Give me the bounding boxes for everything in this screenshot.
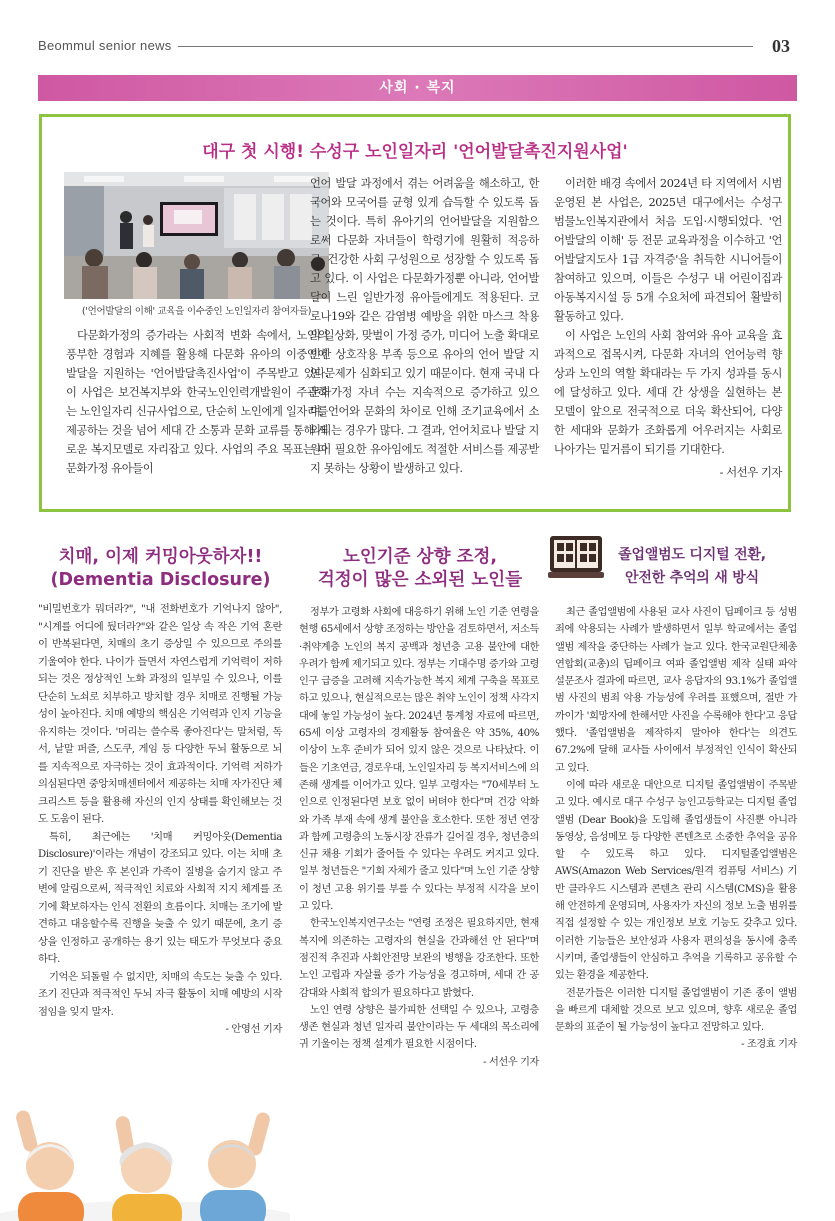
dementia-title-line1: 치매, 이제 커밍아웃하자!! <box>58 547 263 567</box>
byline: - 안영선 기자 <box>225 1023 282 1035</box>
byline: - 서선우 기자 <box>483 1056 539 1068</box>
paragraph: 다문화가정의 증가라는 사회적 변화 속에서, 노인의 풍부한 경험과 지혜를 활용해 다문화 유아의 이중언어 발달을 지원하는 '언어발달촉진사업'이 주목받고 있다. 이 사업은 보건복지부와 한국노인인력개발원이 주관하는 노인일자리 신규사업으로, 단순히 노인에게 일자리를 제공하는 것을 넘어 세대 간 소통과 문화 교류를 통해 새로운 복지모델로 자리잡고 있다. 사업의 주요 목표는 다문화가정 유아들이 <box>66 329 328 475</box>
masthead: Beommul senior news <box>38 38 172 53</box>
paragraph: 최근 졸업앨범에 사용된 교사 사진이 딥페이크 등 성범죄에 악용되는 사례가 발생하면서 일부 학교에서는 졸업앨범 제작을 중단하는 사례가 늘고 있다. 한국교원단체총연합회(교총)의 딥페이크 여파 졸업앨범 제작 실태 파악 설문조사 결과에 따르면, 교사 응답자의 93.1%가 졸업앨범 사진의 범죄 악용 가능성에 우려를 표했으며, 절반 가까이가 '희망자에 한해서만 사진을 수록해야 한다'고 응답했다. '졸업앨범을 제작하지 말아야 한다'는 의견도 67.2%에 달해 교사들 사이에서 부정적인 인식이 확산되고 있다. <box>555 607 797 774</box>
album-title-line1: 졸업앨범도 디지털 전환, <box>618 547 766 563</box>
header-rule <box>178 46 753 47</box>
paragraph: 정부가 고령화 사회에 대응하기 위해 노인 기준 연령을 현행 65세에서 상향 조정하는 방안을 검토하면서, 저소득·취약계층 노인의 복지 공백과 청년층 고용 불안에 대한 우려가 함께 제기되고 있다. 정부는 기대수명 증가와 고령인구 급증을 고려해 지속가능한 복지 체계 구축을 목표로 하고 있으나, 현실적으로는 많은 취약 노인이 정책 사각지대에 놓일 가능성이 높다. 2024년 통계청 자료에 따르면, 65세 이상 고령자의 경제활동 참여율은 약 35%, 40% 이상이 노후 준비가 되어 있지 않은 것으로 나타났다. 이들은 기초연금, 경로우대, 노인일자리 등 복지서비스에 의존해 생계를 이어가고 있다. 일부 고령자는 "70세부터 노인으로 인정된다면 보호 없이 버텨야 한다"며 건강 악화와 가족 부재 속에 생계 불안을 호소한다. 또한 정년 연장과 함께 고령층의 노동시장 잔류가 길어질 경우, 청년층의 신규 채용 기회가 줄어들 수 있다는 우려도 커지고 있다. 일부 청년들은 "기회 자체가 줄고 있다"며 노인 기준 상향이 청년 고용 위기를 부를 수 있다는 부정적 시각을 보이고 있다. <box>299 607 539 913</box>
paragraph: 이에 따라 새로운 대안으로 디지털 졸업앨범이 주목받고 있다. 예시로 대구 수성구 능인고등학교는 디지털 졸업앨범 (Dear Book)을 도입해 졸업생들이 사진뿐 아니라 동영상, 음성메모 등 다양한 콘텐츠로 소중한 추억을 공유할 수 있도록 하고 있다. 디지털졸업앨범은 AWS(Amazon Web Services/원격 컴퓨팅 서비스) 기반 클라우드 시스템과 콘텐츠 관리 시스템(CMS)을 활용해 안전하게 운영되며, 사용자가 자신의 정보 노출 범위를 직접 설정할 수 있는 개인정보 보호 기능도 갖추고 있다. 이러한 기능들은 보안성과 사용자 편의성을 동시에 충족시키며, 졸업생들이 안심하고 추억을 기록하고 공유할 수 있는 환경을 제공한다. <box>555 779 797 982</box>
seniors-cheering-illustration <box>0 1102 290 1221</box>
byline: - 조경효 기자 <box>741 1039 797 1051</box>
paragraph: 이러한 배경 속에서 2024년 타 지역에서 시범 운영된 본 사업은, 2025년 대구에서는 수성구 범물노인복지관에서 처음 도입·시행되었다. '언어발달의 이해' 등 전문 교육과정을 이수하고 '언어발달지도사 1급 자격증'을 취득한 시니어들이 참여하고 있으며, 이들은 수성구 내 어린이집과 아동복지시설 등 5개 수요처에 파견되어 활발히 활동하고 있다. <box>554 177 782 323</box>
album-title-line2: 안전한 추억의 새 방식 <box>625 570 759 586</box>
byline: - 서선우 기자 <box>719 466 782 479</box>
paragraph: 특히, 최근에는 '치매 커밍아웃(Dementia Disclosure)'이라는 개념이 강조되고 있다. 이는 치매 초기 진단을 받은 후 본인과 가족이 질병을 숨기지 않고 주변에 알림으로써, 적극적인 치료와 사회적 지지 체계를 조기에 확보하자는 인식 전환의 흐름이다. 치매는 조기에 발견하고 대응할수록 진행을 늦출 수 있기 때문에, 초기 증상을 인정하고 공개하는 용기 있는 태도가 무엇보다 중요하다. <box>38 830 282 965</box>
album-body <box>555 604 797 1054</box>
classroom-photo-illustration <box>64 172 329 299</box>
feature-title: 대구 첫 시행! 수성구 노인일자리 '언어발달촉진지원사업' <box>202 142 628 162</box>
senior-age-title-line2: 걱정이 많은 소외된 노인들 <box>317 570 523 590</box>
senior-age-body <box>299 604 539 1071</box>
feature-article <box>39 114 791 512</box>
page-number: 03 <box>772 36 790 56</box>
paragraph: 한국노인복지연구소는 "연령 조정은 필요하지만, 현재 복지에 의존하는 고령자의 현실을 간과해선 안 된다"며 점진적 추진과 사회안전망 보완의 병행을 강조한다. 또한 노인 고립과 자살률 증가 가능성을 경고하며, 세대 간 공감대와 사회적 합의가 필요하다고 밝혔다. <box>299 918 539 999</box>
paragraph: 이 사업은 노인의 사회 참여와 유아 교육을 효과적으로 접목시켜, 다문화 자녀의 언어능력 향상과 노인의 역할 확대라는 두 가지 성과를 동시에 달성하고 있다. 세대 간 상생을 실현하는 본 모델이 앞으로 전국적으로 더욱 확산되어, 다양한 세대와 문화가 조화롭게 어우러지는 사회로 나아가는 밑거름이 되기를 기대한다. <box>554 329 782 456</box>
senior-age-title-line1: 노인기준 상향 조정, <box>342 547 498 567</box>
dementia-body <box>38 601 282 1039</box>
feature-column-1 <box>66 326 328 478</box>
paragraph: "비밀번호가 뭐더라?", "내 전화번호가 기억나지 않아", "시계를 어디에 뒀더라?"와 같은 일상 속 작은 기억 혼란이 반복된다면, 치매의 초기 증상일 수 있으므로 주의를 기울여야 한다. 나이가 들면서 자연스럽게 기억력이 저하되는 것은 정상적인 노화 과정의 일부일 수 있으나, 이를 단순히 노쇠로 치부하고 방치할 경우 치매로 진행될 가능성이 높아진다. 치매 예방의 핵심은 기억력과 인지 기능을 유지하는 것이다. '머리는 쓸수록 좋아진다'는 말처럼, 독서, 낱말 퍼즐, 스도쿠, 게임 등 다양한 두뇌 활동으로 뇌를 지속적으로 자극하는 것이 효과적이다. 기억력 저하가 의심된다면 중앙치매센터에서 제공하는 치매 자가진단 체크리스트 등을 활용해 자신의 인지 상태를 확인해보는 것도 도움이 된다. <box>38 603 282 825</box>
feature-column-3 <box>554 174 782 482</box>
classroom-photo <box>64 172 329 299</box>
paragraph: 전문가들은 이러한 디지털 졸업앨범이 기존 종이 앨범을 빠르게 대체할 것으로 보고 있으며, 향후 새로운 졸업문화의 표준이 될 가능성이 높다고 전망하고 있다. <box>555 987 797 1034</box>
section-label: 사회 · 복지 <box>379 80 456 96</box>
senior-age-title <box>300 546 540 592</box>
photo-caption: ('언어발달의 이해' 교육을 이수중인 노인일자리 참여자들) <box>81 306 312 317</box>
paragraph: 기억은 되돌릴 수 없지만, 치매의 속도는 늦출 수 있다. 조기 진단과 적극적인 두뇌 자극 활동이 치매 예방의 시작점임을 잊지 말자. <box>38 970 282 1018</box>
dementia-title <box>38 546 283 592</box>
album-title <box>592 544 792 590</box>
paragraph: 노인 연령 상향은 불가피한 선택일 수 있으나, 고령층 생존 현실과 청년 일자리 불안이라는 두 세대의 목소리에 귀 기울이는 정책 설계가 필요한 시점이다. <box>299 1004 539 1051</box>
feature-column-2 <box>310 174 539 478</box>
paragraph: 언어 발달 과정에서 겪는 어려움을 해소하고, 한국어와 모국어를 균형 있게 습득할 수 있도록 돕는 것이다. 특히 유아기의 언어발달을 지원함으로써 다문화 자녀들이 학령기에 원활히 적응하고, 건강한 사회 구성원으로 성장할 수 있도록 돕고 있다. 이 사업은 다문화가정뿐 아니라, 언어발달이 느린 일반가정 유아들에게도 적용된다. 코로나19와 같은 감염병 예방을 위한 마스크 착용의 일상화, 맞벌이 가정 증가, 미디어 노출 확대로 인한 상호작용 부족 등으로 유아의 언어 발달 지연 문제가 심화되고 있기 때문이다. 현재 국내 다문화가정 자녀 수는 지속적으로 증가하고 있으며, 언어와 문화의 차이로 인해 조기교육에서 소외되는 경우가 많다. 그 결과, 언어치료나 발달 지원이 필요한 유아임에도 적절한 서비스를 제공받지 못하는 상황이 발생하고 있다. <box>310 177 539 475</box>
dementia-title-line2: (Dementia Disclosure) <box>50 570 271 590</box>
section-band <box>38 75 797 101</box>
